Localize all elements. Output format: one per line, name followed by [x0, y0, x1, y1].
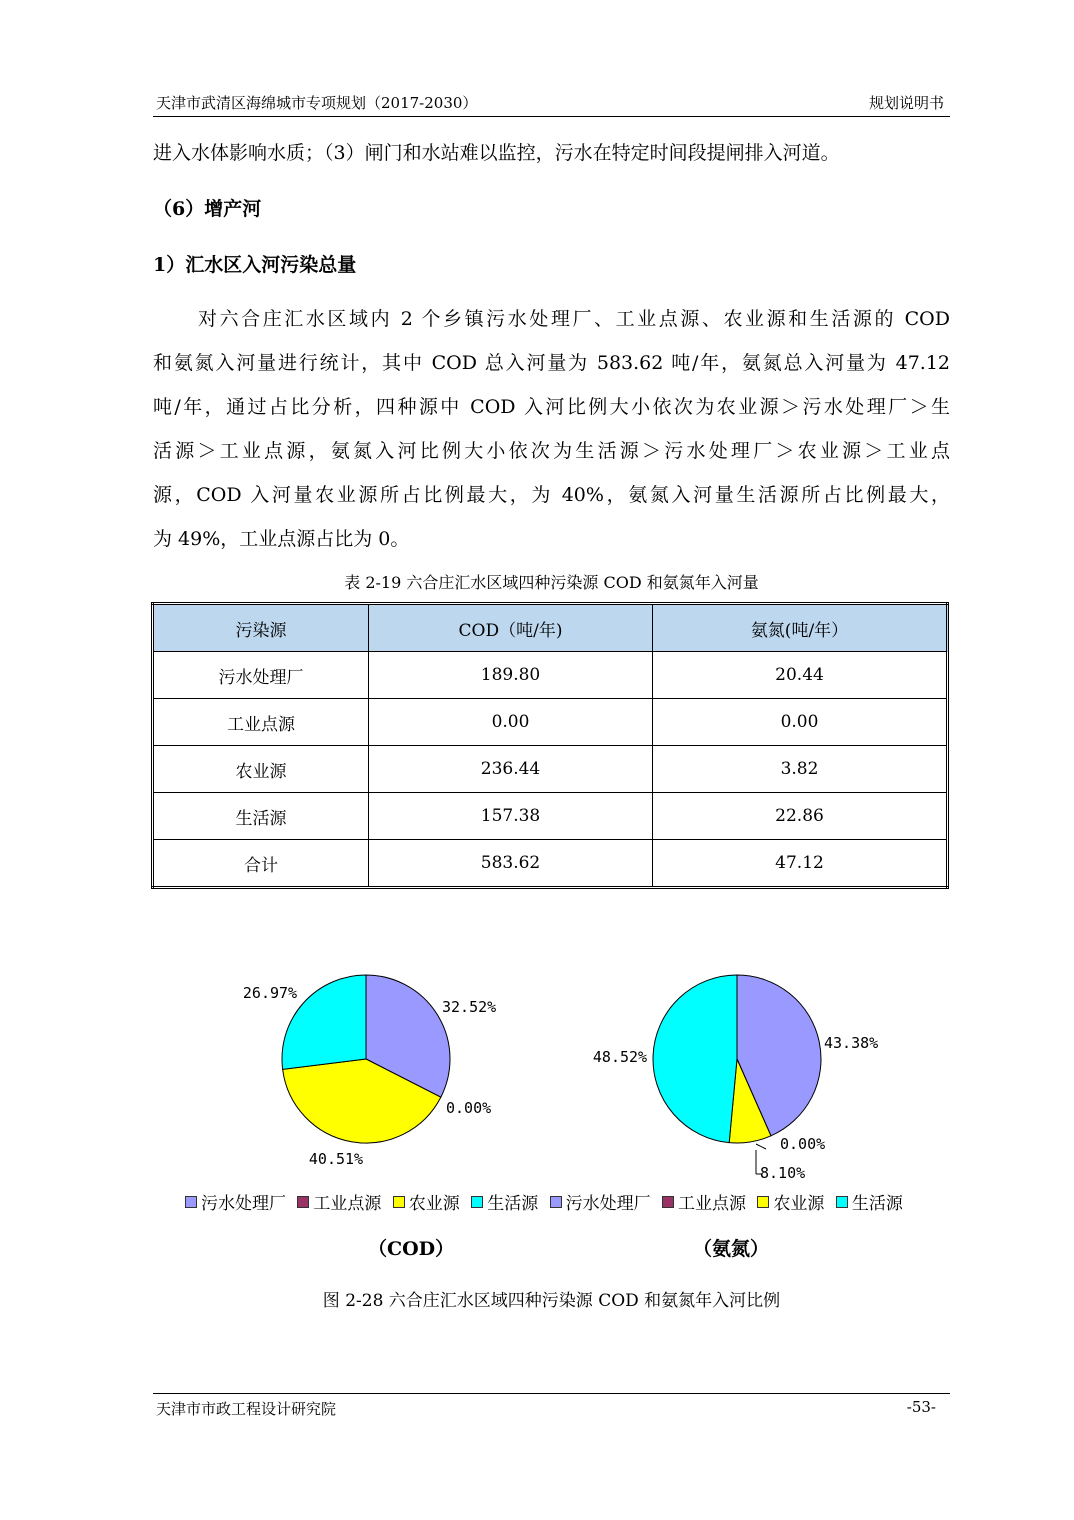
table-cell: 3.82 — [653, 746, 948, 793]
header-cell-source: 污染源 — [153, 604, 369, 652]
table-cell: 22.86 — [653, 793, 948, 840]
table-cell: 生活源 — [153, 793, 369, 840]
legend-label: 工业点源 — [678, 1194, 747, 1214]
table-header-row — [153, 604, 948, 652]
subsection-heading: 1）汇水区入河污染总量 — [153, 254, 357, 276]
table-cell: 0.00 — [369, 699, 653, 746]
table-cell: 157.38 — [369, 793, 653, 840]
table-cell: 583.62 — [369, 840, 653, 888]
table-cell: 236.44 — [369, 746, 653, 793]
pie-data-label: 48.52% — [592, 1048, 648, 1066]
pie-data-label: 32.52% — [442, 998, 497, 1016]
legend-label: 生活源 — [487, 1194, 539, 1214]
figure-caption: 图 2-28 六合庄汇水区域四种污染源 COD 和氨氮年入河比例 — [322, 1291, 781, 1311]
header-cell-cod: COD（吨/年) — [369, 604, 653, 652]
paragraph-line: 源，COD 入河量农业源所占比例最大，为 40%，氨氮入河量生活源所占比例最大， — [153, 484, 950, 506]
legend-swatch — [757, 1196, 769, 1208]
legend-item — [297, 1194, 381, 1214]
legend-label: 生活源 — [851, 1194, 903, 1214]
pie-data-label: 0.00% — [446, 1099, 492, 1117]
paragraph-line: 吨/年，通过占比分析，四种源中 COD 入河比例大小依次为农业源＞污水处理厂＞生 — [153, 396, 950, 418]
footer-org: 天津市市政工程设计研究院 — [156, 1400, 337, 1418]
table-cell: 污水处理厂 — [153, 652, 369, 699]
pollution-table — [151, 602, 949, 889]
legend-item — [185, 1194, 286, 1214]
pie-data-label: 26.97% — [242, 984, 298, 1002]
ammonia-chart-title: （氨氮） — [693, 1238, 770, 1260]
intro-line: 进入水体影响水质；（3）闸门和水站难以监控，污水在特定时间段提闸排入河道。 — [153, 142, 840, 164]
table-row — [153, 793, 948, 840]
legend-item — [757, 1194, 824, 1214]
pie-slice — [653, 975, 737, 1143]
legend-swatch — [550, 1196, 562, 1208]
legend-item — [393, 1194, 460, 1214]
legend-item — [471, 1194, 538, 1214]
table-row — [153, 699, 948, 746]
pie-charts — [160, 930, 960, 1230]
legend-item — [550, 1194, 651, 1214]
section-heading: （6）增产河 — [153, 198, 262, 220]
legend-label: 农业源 — [408, 1194, 460, 1214]
table-cell: 工业点源 — [153, 699, 369, 746]
legend-item — [662, 1194, 746, 1214]
paragraph-line: 活源＞工业点源，氨氮入河比例大小依次为生活源＞污水处理厂＞农业源＞工业点 — [153, 440, 950, 462]
table-cell: 农业源 — [153, 746, 369, 793]
table-row — [153, 746, 948, 793]
legend-label: 农业源 — [773, 1194, 825, 1214]
legend-swatch — [393, 1196, 405, 1208]
page-header — [153, 92, 950, 117]
header-title: 天津市武清区海绵城市专项规划（2017-2030） — [156, 94, 478, 112]
table-cell: 20.44 — [653, 652, 948, 699]
cod-chart-title: （COD） — [368, 1238, 455, 1260]
legend-label: 污水处理厂 — [201, 1194, 286, 1214]
legend-label: 工业点源 — [313, 1194, 382, 1214]
pie-data-label: 0.00% — [780, 1135, 826, 1153]
paragraph-line: 和氨氮入河量进行统计，其中 COD 总入河量为 583.62 吨/年，氨氮总入河量为 47.12 — [153, 352, 950, 374]
table-row — [153, 840, 948, 888]
header-cell-ammonia: 氨氮(吨/年） — [653, 604, 948, 652]
pie-data-label: 43.38% — [824, 1034, 879, 1052]
page-number: -53- — [906, 1398, 936, 1416]
table-cell: 47.12 — [653, 840, 948, 888]
legend-swatch — [185, 1196, 197, 1208]
table-cell: 合计 — [153, 840, 369, 888]
header-section: 规划说明书 — [868, 94, 944, 112]
leader-line — [756, 1144, 766, 1149]
paragraph-line: 为 49%，工业点源占比为 0。 — [153, 528, 410, 550]
paragraph-line: 对六合庄汇水区域内 2 个乡镇污水处理厂、工业点源、农业源和生活源的 COD — [198, 308, 950, 330]
table-cell: 0.00 — [653, 699, 948, 746]
table-cell: 189.80 — [369, 652, 653, 699]
legend-label: 污水处理厂 — [565, 1194, 651, 1214]
legend-item — [836, 1194, 903, 1214]
legend-swatch — [471, 1196, 483, 1208]
legend-swatch — [297, 1196, 309, 1208]
pie-data-label: 8.10% — [760, 1164, 806, 1182]
table-caption: 表 2-19 六合庄汇水区域四种污染源 COD 和氨氮年入河量 — [344, 573, 759, 592]
legend-swatch — [662, 1196, 674, 1208]
legend-swatch — [836, 1196, 848, 1208]
chart-legend — [185, 1189, 909, 1214]
page-footer — [153, 1393, 950, 1418]
pie-data-label: 40.51% — [308, 1150, 364, 1168]
table-row — [153, 652, 948, 699]
